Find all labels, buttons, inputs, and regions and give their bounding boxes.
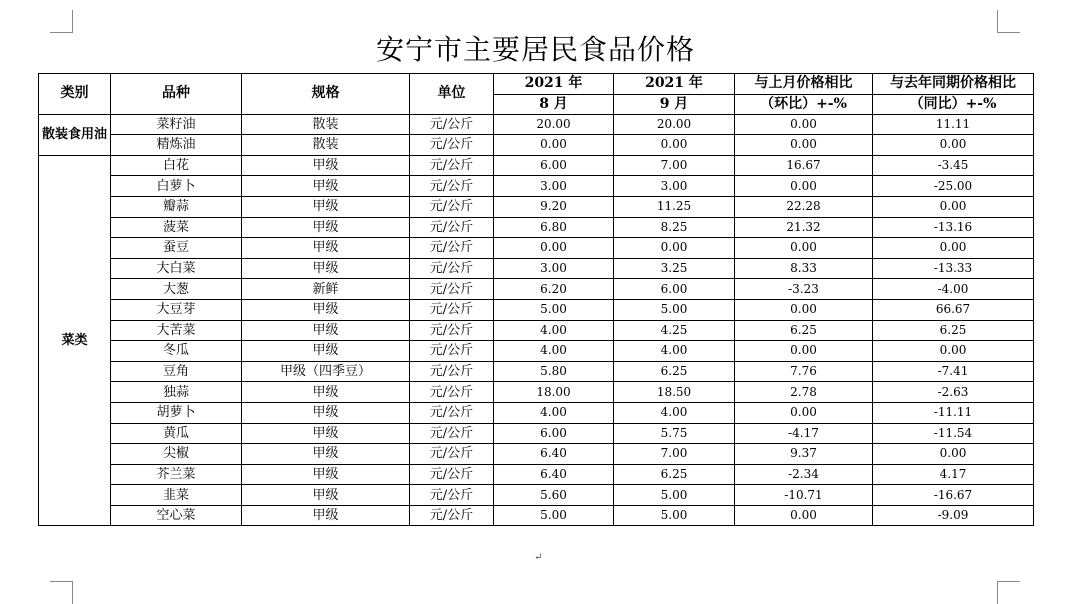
table-row xyxy=(39,299,1034,320)
aug-price-cell: 5.00 xyxy=(494,299,614,320)
paragraph-mark: ↵ xyxy=(534,552,543,563)
header-variety: 品种 xyxy=(111,74,242,115)
sep-price-cell: 4.00 xyxy=(614,341,735,362)
item-name-cell: 芥兰菜 xyxy=(111,464,242,485)
table-row xyxy=(39,464,1034,485)
sep-price-cell: 0.00 xyxy=(614,238,735,259)
header-mom-line1: 与上月价格相比 xyxy=(735,74,873,95)
sep-price-cell: 7.00 xyxy=(614,444,735,465)
spec-cell: 散装 xyxy=(242,135,410,156)
header-year-aug: 2021 年 xyxy=(494,74,614,95)
aug-price-cell: 4.00 xyxy=(494,341,614,362)
aug-price-cell: 0.00 xyxy=(494,238,614,259)
yoy-change-cell: 0.00 xyxy=(873,196,1034,217)
aug-price-cell: 6.40 xyxy=(494,444,614,465)
header-yoy-line2: （同比）+-% xyxy=(873,94,1034,114)
mom-change-cell: 6.25 xyxy=(735,320,873,341)
sep-price-cell: 11.25 xyxy=(614,196,735,217)
spec-cell: 甲级 xyxy=(242,505,410,526)
table-row xyxy=(39,444,1034,465)
unit-cell: 元/公斤 xyxy=(410,155,494,176)
item-name-cell: 胡萝卜 xyxy=(111,402,242,423)
table-row xyxy=(39,423,1034,444)
header-mom-line2: （环比）+-% xyxy=(735,94,873,114)
spec-cell: 甲级 xyxy=(242,341,410,362)
yoy-change-cell: -11.54 xyxy=(873,423,1034,444)
table-row xyxy=(39,341,1034,362)
aug-price-cell: 6.00 xyxy=(494,155,614,176)
yoy-change-cell: -13.33 xyxy=(873,258,1034,279)
item-name-cell: 尖椒 xyxy=(111,444,242,465)
yoy-change-cell: 0.00 xyxy=(873,341,1034,362)
unit-cell: 元/公斤 xyxy=(410,485,494,506)
table-row xyxy=(39,196,1034,217)
mom-change-cell: 8.33 xyxy=(735,258,873,279)
table-row xyxy=(39,176,1034,197)
spec-cell: 甲级 xyxy=(242,238,410,259)
aug-price-cell: 6.00 xyxy=(494,423,614,444)
yoy-change-cell: -11.11 xyxy=(873,402,1034,423)
page-title: 安宁市主要居民食品价格 xyxy=(375,33,695,66)
table-row xyxy=(39,238,1034,259)
mom-change-cell: 0.00 xyxy=(735,505,873,526)
sep-price-cell: 7.00 xyxy=(614,155,735,176)
item-name-cell: 大苦菜 xyxy=(111,320,242,341)
mom-change-cell: 16.67 xyxy=(735,155,873,176)
spec-cell: 甲级 xyxy=(242,402,410,423)
mom-change-cell: 0.00 xyxy=(735,341,873,362)
header-category: 类别 xyxy=(39,74,111,115)
spec-cell: 散装 xyxy=(242,114,410,135)
unit-cell: 元/公斤 xyxy=(410,196,494,217)
yoy-change-cell: -16.67 xyxy=(873,485,1034,506)
item-name-cell: 黄瓜 xyxy=(111,423,242,444)
spec-cell: 甲级 xyxy=(242,382,410,403)
crop-mark-bottom-left xyxy=(50,581,73,604)
mom-change-cell: 0.00 xyxy=(735,238,873,259)
table-row xyxy=(39,279,1034,300)
item-name-cell: 空心菜 xyxy=(111,505,242,526)
spec-cell: 甲级 xyxy=(242,217,410,238)
header-month-sep: 9 月 xyxy=(614,94,735,114)
yoy-change-cell: -13.16 xyxy=(873,217,1034,238)
unit-cell: 元/公斤 xyxy=(410,382,494,403)
unit-cell: 元/公斤 xyxy=(410,505,494,526)
table-row xyxy=(39,155,1034,176)
sep-price-cell: 3.00 xyxy=(614,176,735,197)
aug-price-cell: 6.40 xyxy=(494,464,614,485)
mom-change-cell: 0.00 xyxy=(735,176,873,197)
yoy-change-cell: 0.00 xyxy=(873,238,1034,259)
sep-price-cell: 4.25 xyxy=(614,320,735,341)
unit-cell: 元/公斤 xyxy=(410,176,494,197)
unit-cell: 元/公斤 xyxy=(410,423,494,444)
unit-cell: 元/公斤 xyxy=(410,279,494,300)
mom-change-cell: 0.00 xyxy=(735,114,873,135)
table-row xyxy=(39,114,1034,135)
price-table xyxy=(38,73,1034,526)
spec-cell: 甲级 xyxy=(242,320,410,341)
spec-cell: 甲级 xyxy=(242,155,410,176)
yoy-change-cell: -2.63 xyxy=(873,382,1034,403)
yoy-change-cell: 11.11 xyxy=(873,114,1034,135)
header-unit: 单位 xyxy=(410,74,494,115)
mom-change-cell: -2.34 xyxy=(735,464,873,485)
table-row xyxy=(39,402,1034,423)
mom-change-cell: -3.23 xyxy=(735,279,873,300)
spec-cell: 甲级 xyxy=(242,299,410,320)
unit-cell: 元/公斤 xyxy=(410,258,494,279)
mom-change-cell: 0.00 xyxy=(735,135,873,156)
aug-price-cell: 5.00 xyxy=(494,505,614,526)
yoy-change-cell: 6.25 xyxy=(873,320,1034,341)
yoy-change-cell: -7.41 xyxy=(873,361,1034,382)
yoy-change-cell: -25.00 xyxy=(873,176,1034,197)
table-body xyxy=(39,114,1034,526)
item-name-cell: 大葱 xyxy=(111,279,242,300)
item-name-cell: 蚕豆 xyxy=(111,238,242,259)
table-row xyxy=(39,382,1034,403)
item-name-cell: 菠菜 xyxy=(111,217,242,238)
mom-change-cell: 9.37 xyxy=(735,444,873,465)
spec-cell: 甲级（四季豆） xyxy=(242,361,410,382)
mom-change-cell: 7.76 xyxy=(735,361,873,382)
mom-change-cell: 22.28 xyxy=(735,196,873,217)
header-year-sep: 2021 年 xyxy=(614,74,735,95)
aug-price-cell: 20.00 xyxy=(494,114,614,135)
unit-cell: 元/公斤 xyxy=(410,444,494,465)
spec-cell: 甲级 xyxy=(242,444,410,465)
sep-price-cell: 4.00 xyxy=(614,402,735,423)
unit-cell: 元/公斤 xyxy=(410,299,494,320)
sep-price-cell: 6.25 xyxy=(614,361,735,382)
item-name-cell: 韭菜 xyxy=(111,485,242,506)
mom-change-cell: 2.78 xyxy=(735,382,873,403)
unit-cell: 元/公斤 xyxy=(410,464,494,485)
aug-price-cell: 9.20 xyxy=(494,196,614,217)
table-row xyxy=(39,361,1034,382)
item-name-cell: 精炼油 xyxy=(111,135,242,156)
spec-cell: 甲级 xyxy=(242,423,410,444)
yoy-change-cell: -4.00 xyxy=(873,279,1034,300)
aug-price-cell: 6.20 xyxy=(494,279,614,300)
spec-cell: 甲级 xyxy=(242,196,410,217)
aug-price-cell: 3.00 xyxy=(494,176,614,197)
sep-price-cell: 8.25 xyxy=(614,217,735,238)
item-name-cell: 白花 xyxy=(111,155,242,176)
spec-cell: 新鲜 xyxy=(242,279,410,300)
aug-price-cell: 4.00 xyxy=(494,320,614,341)
header-spec: 规格 xyxy=(242,74,410,115)
category-cell: 散装食用油 xyxy=(39,114,111,155)
yoy-change-cell: 0.00 xyxy=(873,444,1034,465)
yoy-change-cell: 0.00 xyxy=(873,135,1034,156)
spec-cell: 甲级 xyxy=(242,464,410,485)
sep-price-cell: 18.50 xyxy=(614,382,735,403)
sep-price-cell: 3.25 xyxy=(614,258,735,279)
unit-cell: 元/公斤 xyxy=(410,341,494,362)
table-row xyxy=(39,135,1034,156)
aug-price-cell: 4.00 xyxy=(494,402,614,423)
mom-change-cell: 0.00 xyxy=(735,402,873,423)
unit-cell: 元/公斤 xyxy=(410,238,494,259)
aug-price-cell: 6.80 xyxy=(494,217,614,238)
table-row xyxy=(39,258,1034,279)
mom-change-cell: 21.32 xyxy=(735,217,873,238)
item-name-cell: 大白菜 xyxy=(111,258,242,279)
sep-price-cell: 5.00 xyxy=(614,485,735,506)
unit-cell: 元/公斤 xyxy=(410,402,494,423)
mom-change-cell: -4.17 xyxy=(735,423,873,444)
aug-price-cell: 0.00 xyxy=(494,135,614,156)
sep-price-cell: 0.00 xyxy=(614,135,735,156)
mom-change-cell: 0.00 xyxy=(735,299,873,320)
sep-price-cell: 5.75 xyxy=(614,423,735,444)
table-row xyxy=(39,485,1034,506)
category-cell: 菜类 xyxy=(39,155,111,526)
sep-price-cell: 20.00 xyxy=(614,114,735,135)
item-name-cell: 独蒜 xyxy=(111,382,242,403)
table-row xyxy=(39,320,1034,341)
sep-price-cell: 6.00 xyxy=(614,279,735,300)
header-yoy-line1: 与去年同期价格相比 xyxy=(873,74,1034,95)
aug-price-cell: 5.80 xyxy=(494,361,614,382)
aug-price-cell: 18.00 xyxy=(494,382,614,403)
table-row xyxy=(39,505,1034,526)
unit-cell: 元/公斤 xyxy=(410,361,494,382)
unit-cell: 元/公斤 xyxy=(410,217,494,238)
yoy-change-cell: -3.45 xyxy=(873,155,1034,176)
spec-cell: 甲级 xyxy=(242,176,410,197)
yoy-change-cell: -9.09 xyxy=(873,505,1034,526)
aug-price-cell: 5.60 xyxy=(494,485,614,506)
item-name-cell: 大豆芽 xyxy=(111,299,242,320)
item-name-cell: 瓣蒜 xyxy=(111,196,242,217)
unit-cell: 元/公斤 xyxy=(410,114,494,135)
item-name-cell: 冬瓜 xyxy=(111,341,242,362)
spec-cell: 甲级 xyxy=(242,485,410,506)
sep-price-cell: 5.00 xyxy=(614,505,735,526)
table-row xyxy=(39,217,1034,238)
sep-price-cell: 5.00 xyxy=(614,299,735,320)
yoy-change-cell: 4.17 xyxy=(873,464,1034,485)
header-month-aug: 8 月 xyxy=(494,94,614,114)
item-name-cell: 菜籽油 xyxy=(111,114,242,135)
sep-price-cell: 6.25 xyxy=(614,464,735,485)
spec-cell: 甲级 xyxy=(242,258,410,279)
item-name-cell: 豆角 xyxy=(111,361,242,382)
item-name-cell: 白萝卜 xyxy=(111,176,242,197)
crop-mark-bottom-right xyxy=(997,581,1020,604)
mom-change-cell: -10.71 xyxy=(735,485,873,506)
aug-price-cell: 3.00 xyxy=(494,258,614,279)
unit-cell: 元/公斤 xyxy=(410,320,494,341)
unit-cell: 元/公斤 xyxy=(410,135,494,156)
yoy-change-cell: 66.67 xyxy=(873,299,1034,320)
